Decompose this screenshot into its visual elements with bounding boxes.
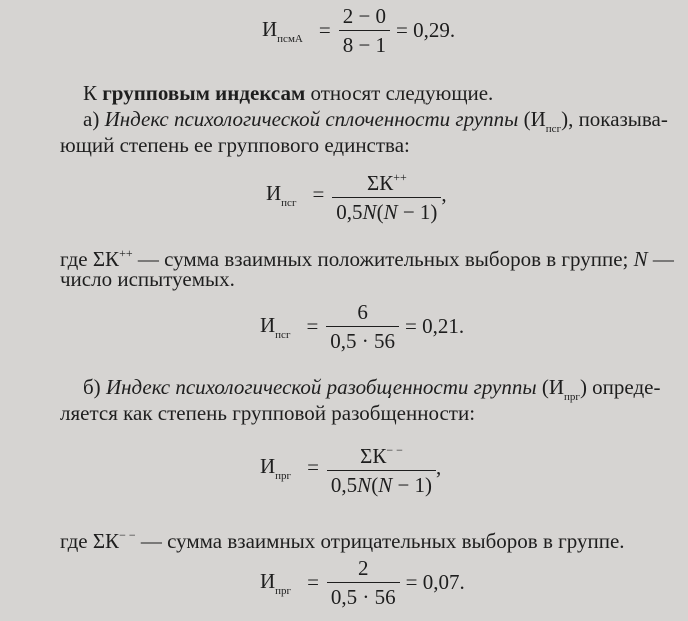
group-indices-intro: К групповым индексам относят следующие. bbox=[83, 81, 494, 105]
where-a-line2: число испытуемых. bbox=[60, 267, 235, 291]
equals-sign: = bbox=[318, 18, 331, 42]
equals-sign: = bbox=[306, 314, 319, 338]
fraction-denominator: 0,5 · 56 bbox=[327, 582, 400, 609]
fraction bbox=[332, 165, 441, 224]
fraction-numerator: 6 bbox=[357, 300, 368, 324]
item-b-line2: ляется как степень групповой разобщенности: bbox=[60, 401, 476, 425]
formula-psg bbox=[266, 165, 447, 224]
fraction-numerator: 2 bbox=[358, 556, 369, 580]
formula-prg-calc bbox=[260, 556, 465, 609]
formula-prg bbox=[260, 438, 441, 497]
formula-tail: , bbox=[436, 455, 442, 479]
item-a-term: Индекс психологической сплоченности группы bbox=[104, 107, 519, 131]
formula-psm bbox=[262, 4, 455, 57]
fraction bbox=[339, 4, 390, 57]
item-b-term: Индекс психологической разобщенности группы bbox=[105, 375, 537, 399]
formula-psg-calc bbox=[260, 300, 464, 353]
equals-sign: = bbox=[307, 570, 319, 594]
fraction-numerator: ΣК− − bbox=[360, 443, 403, 468]
fraction-denominator: 0,5 · 56 bbox=[326, 326, 399, 353]
formula-lhs: $И_{псмА}$ bbox=[262, 16, 303, 45]
formula-lhs: $И_{прг}$ bbox=[260, 568, 292, 597]
item-a-line1: а) Индекс психологической сплоченности группы $(И_{псг})$, показыва- bbox=[83, 107, 668, 135]
formula-result: = 0,21. bbox=[405, 314, 465, 338]
fraction bbox=[326, 300, 399, 353]
item-a-line2: ющий степень ее группового единства: bbox=[60, 133, 410, 157]
fraction bbox=[327, 556, 400, 609]
fraction-denominator: 0,5N(N − 1) bbox=[327, 470, 436, 497]
fraction-numerator: 2 − 0 bbox=[342, 4, 387, 28]
where-a-line1: где ΣК++ — сумма взаимных положительных выборов в группе; N — bbox=[60, 246, 674, 271]
fraction-numerator: ΣК++ bbox=[366, 170, 407, 195]
fraction-denominator: 0,5N(N − 1) bbox=[332, 197, 441, 224]
formula-result: = 0,29. bbox=[396, 18, 456, 42]
formula-result: = 0,07. bbox=[405, 570, 465, 594]
equals-sign: = bbox=[312, 182, 325, 206]
formula-lhs: $И_{псг}$ bbox=[266, 180, 297, 209]
where-b-line: где ΣК− − — сумма взаимных отрицательных выборов в группе. bbox=[60, 528, 625, 553]
fraction-denominator: 8 − 1 bbox=[339, 30, 390, 57]
fraction bbox=[327, 438, 436, 497]
equals-sign: = bbox=[307, 455, 319, 479]
item-b-line1: б) Индекс психологической разобщенности группы $(И_{прг})$ опреде- bbox=[83, 375, 661, 403]
group-indices-term: групповым индексам bbox=[102, 81, 306, 105]
formula-tail: , bbox=[441, 182, 447, 206]
formula-lhs: $И_{прг}$ bbox=[260, 453, 292, 482]
formula-lhs: $И_{псг}$ bbox=[260, 312, 291, 341]
